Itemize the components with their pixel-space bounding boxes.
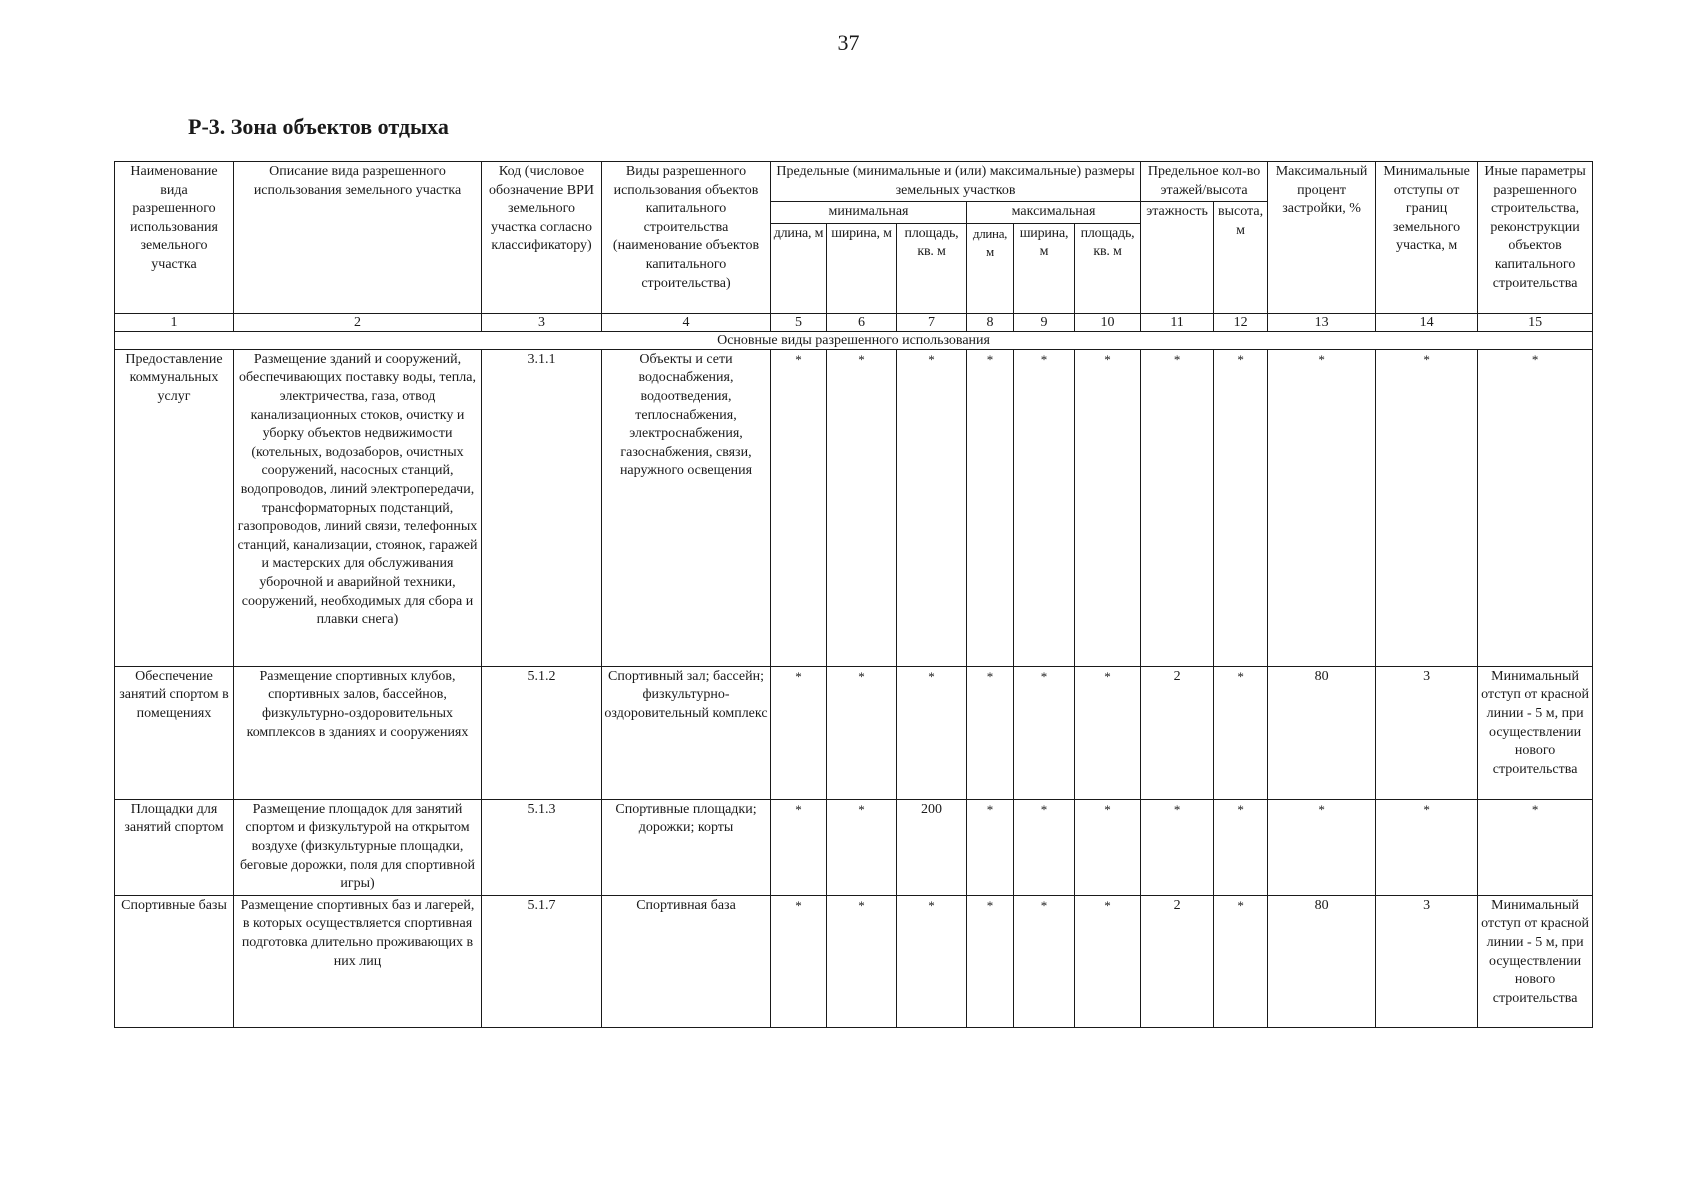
floors-count-cell: * <box>1141 799 1214 895</box>
header-min-length: длина, м <box>771 223 827 313</box>
height-cell: * <box>1214 666 1268 799</box>
other-parameters-cell: Минимальный отступ от красной линии - 5 м, при осуществлении нового строительства <box>1478 666 1593 799</box>
max-width-cell: * <box>1014 666 1075 799</box>
column-number: 14 <box>1376 313 1478 331</box>
column-number: 11 <box>1141 313 1214 331</box>
height-cell: * <box>1214 799 1268 895</box>
header-capital-objects: Виды разрешенного использования объектов капитального строительства (наименование объектов капитального строительства) <box>602 162 771 314</box>
min-area-cell: 200 <box>897 799 967 895</box>
use-description-cell: Размещение спортивных баз и лагерей, в которых осуществляется спортивная подготовка длительно проживающих в них лиц <box>234 895 482 1027</box>
floors-count-cell: * <box>1141 349 1214 666</box>
header-use-description: Описание вида разрешенного использования земельного участка <box>234 162 482 314</box>
use-code-cell: 5.1.2 <box>482 666 602 799</box>
max-building-percent-cell: 80 <box>1268 666 1376 799</box>
header-floors-height: Предельное кол-во этажей/высота <box>1141 162 1268 202</box>
use-name-cell: Предоставление коммунальных услуг <box>115 349 234 666</box>
max-building-percent-cell: * <box>1268 349 1376 666</box>
max-area-cell: * <box>1075 895 1141 1027</box>
use-name-cell: Обеспечение занятий спортом в помещениях <box>115 666 234 799</box>
column-number: 13 <box>1268 313 1376 331</box>
min-area-cell: * <box>897 895 967 1027</box>
max-length-cell: * <box>967 349 1014 666</box>
table-row <box>115 666 1593 799</box>
table-row <box>115 349 1593 666</box>
min-length-cell: * <box>771 666 827 799</box>
capital-objects-cell: Объекты и сети водоснабжения, водоотведения, теплоснабжения, электроснабжения, газоснабжения, связи, наружного освещения <box>602 349 771 666</box>
max-area-cell: * <box>1075 666 1141 799</box>
min-area-cell: * <box>897 349 967 666</box>
min-setback-cell: * <box>1376 349 1478 666</box>
header-height: высота, м <box>1214 202 1268 314</box>
column-number: 9 <box>1014 313 1075 331</box>
zoning-regulations-table <box>114 161 1593 1028</box>
floors-count-cell: 2 <box>1141 895 1214 1027</box>
use-code-cell: 5.1.3 <box>482 799 602 895</box>
header-plot-size-limits: Предельные (минимальные и (или) максимальные) размеры земельных участков <box>771 162 1141 202</box>
column-numbers-row <box>115 313 1593 331</box>
use-name-cell: Площадки для занятий спортом <box>115 799 234 895</box>
min-width-cell: * <box>827 349 897 666</box>
max-building-percent-cell: 80 <box>1268 895 1376 1027</box>
min-setback-cell: * <box>1376 799 1478 895</box>
header-min-width: ширина, м <box>827 223 897 313</box>
column-number: 4 <box>602 313 771 331</box>
min-width-cell: * <box>827 666 897 799</box>
min-setback-cell: 3 <box>1376 666 1478 799</box>
min-width-cell: * <box>827 895 897 1027</box>
header-row <box>115 162 1593 202</box>
max-length-cell: * <box>967 895 1014 1027</box>
other-parameters-cell: * <box>1478 799 1593 895</box>
max-area-cell: * <box>1075 349 1141 666</box>
column-number: 5 <box>771 313 827 331</box>
height-cell: * <box>1214 895 1268 1027</box>
header-use-name: Наименование вида разрешенного использования земельного участка <box>115 162 234 314</box>
use-name-cell: Спортивные базы <box>115 895 234 1027</box>
column-number: 3 <box>482 313 602 331</box>
min-area-cell: * <box>897 666 967 799</box>
column-number: 1 <box>115 313 234 331</box>
page-number: 37 <box>837 30 860 55</box>
max-area-cell: * <box>1075 799 1141 895</box>
column-number: 6 <box>827 313 897 331</box>
use-description-cell: Размещение спортивных клубов, спортивных залов, бассейнов, физкультурно-оздоровительных комплексов в зданиях и сооружениях <box>234 666 482 799</box>
header-max-area: площадь, кв. м <box>1075 223 1141 313</box>
other-parameters-cell: Минимальный отступ от красной линии - 5 м, при осуществлении нового строительства <box>1478 895 1593 1027</box>
header-maximum: максимальная <box>967 202 1141 224</box>
use-description-cell: Размещение площадок для занятий спортом и физкультурой на открытом воздухе (физкультурные площадки, беговые дорожки, поля для спортивной игры) <box>234 799 482 895</box>
header-max-width: ширина, м <box>1014 223 1075 313</box>
section-row <box>115 331 1593 349</box>
header-other-parameters: Иные параметры разрешенного строительства, реконструкции объектов капитального строительства <box>1478 162 1593 314</box>
table-row <box>115 799 1593 895</box>
use-description-cell: Размещение зданий и сооружений, обеспечивающих поставку воды, тепла, электричества, газа, отвод канализационных стоков, очистку и уборку объектов недвижимости (котельных, водозаборов, очистных сооружений, насосных станций, водопроводов, линий электропередачи, трансформаторных подстанций, газопроводов, линий связи, телефонных станций, канализации, стоянок, гаражей и мастерских для обслуживания уборочной и аварийной техники, сооружений, необходимых для сбора и плавки снега) <box>234 349 482 666</box>
header-min-setbacks: Минимальные отступы от границ земельного участка, м <box>1376 162 1478 314</box>
column-number: 15 <box>1478 313 1593 331</box>
section-title: Основные виды разрешенного использования <box>115 331 1593 349</box>
max-length-cell: * <box>967 666 1014 799</box>
header-max-building-percent: Максимальный процент застройки, % <box>1268 162 1376 314</box>
capital-objects-cell: Спортивная база <box>602 895 771 1027</box>
column-number: 2 <box>234 313 482 331</box>
height-cell: * <box>1214 349 1268 666</box>
column-number: 7 <box>897 313 967 331</box>
use-code-cell: 3.1.1 <box>482 349 602 666</box>
min-length-cell: * <box>771 349 827 666</box>
header-floors-count: этажность <box>1141 202 1214 314</box>
header-min-area: площадь, кв. м <box>897 223 967 313</box>
table-row <box>115 895 1593 1027</box>
capital-objects-cell: Спортивный зал; бассейн; физкультурно-оздоровительный комплекс <box>602 666 771 799</box>
min-length-cell: * <box>771 799 827 895</box>
zone-title: Р-3. Зона объектов отдыха <box>188 114 449 139</box>
column-number: 10 <box>1075 313 1141 331</box>
max-width-cell: * <box>1014 799 1075 895</box>
column-number: 8 <box>967 313 1014 331</box>
header-minimum: минимальная <box>771 202 967 224</box>
max-length-cell: * <box>967 799 1014 895</box>
max-width-cell: * <box>1014 895 1075 1027</box>
capital-objects-cell: Спортивные площадки; дорожки; корты <box>602 799 771 895</box>
max-building-percent-cell: * <box>1268 799 1376 895</box>
column-number: 12 <box>1214 313 1268 331</box>
max-width-cell: * <box>1014 349 1075 666</box>
header-use-code: Код (числовое обозначение ВРИ земельного участка согласно классификатору) <box>482 162 602 314</box>
floors-count-cell: 2 <box>1141 666 1214 799</box>
min-width-cell: * <box>827 799 897 895</box>
use-code-cell: 5.1.7 <box>482 895 602 1027</box>
other-parameters-cell: * <box>1478 349 1593 666</box>
min-setback-cell: 3 <box>1376 895 1478 1027</box>
min-length-cell: * <box>771 895 827 1027</box>
header-max-length: длина, м <box>967 223 1014 313</box>
